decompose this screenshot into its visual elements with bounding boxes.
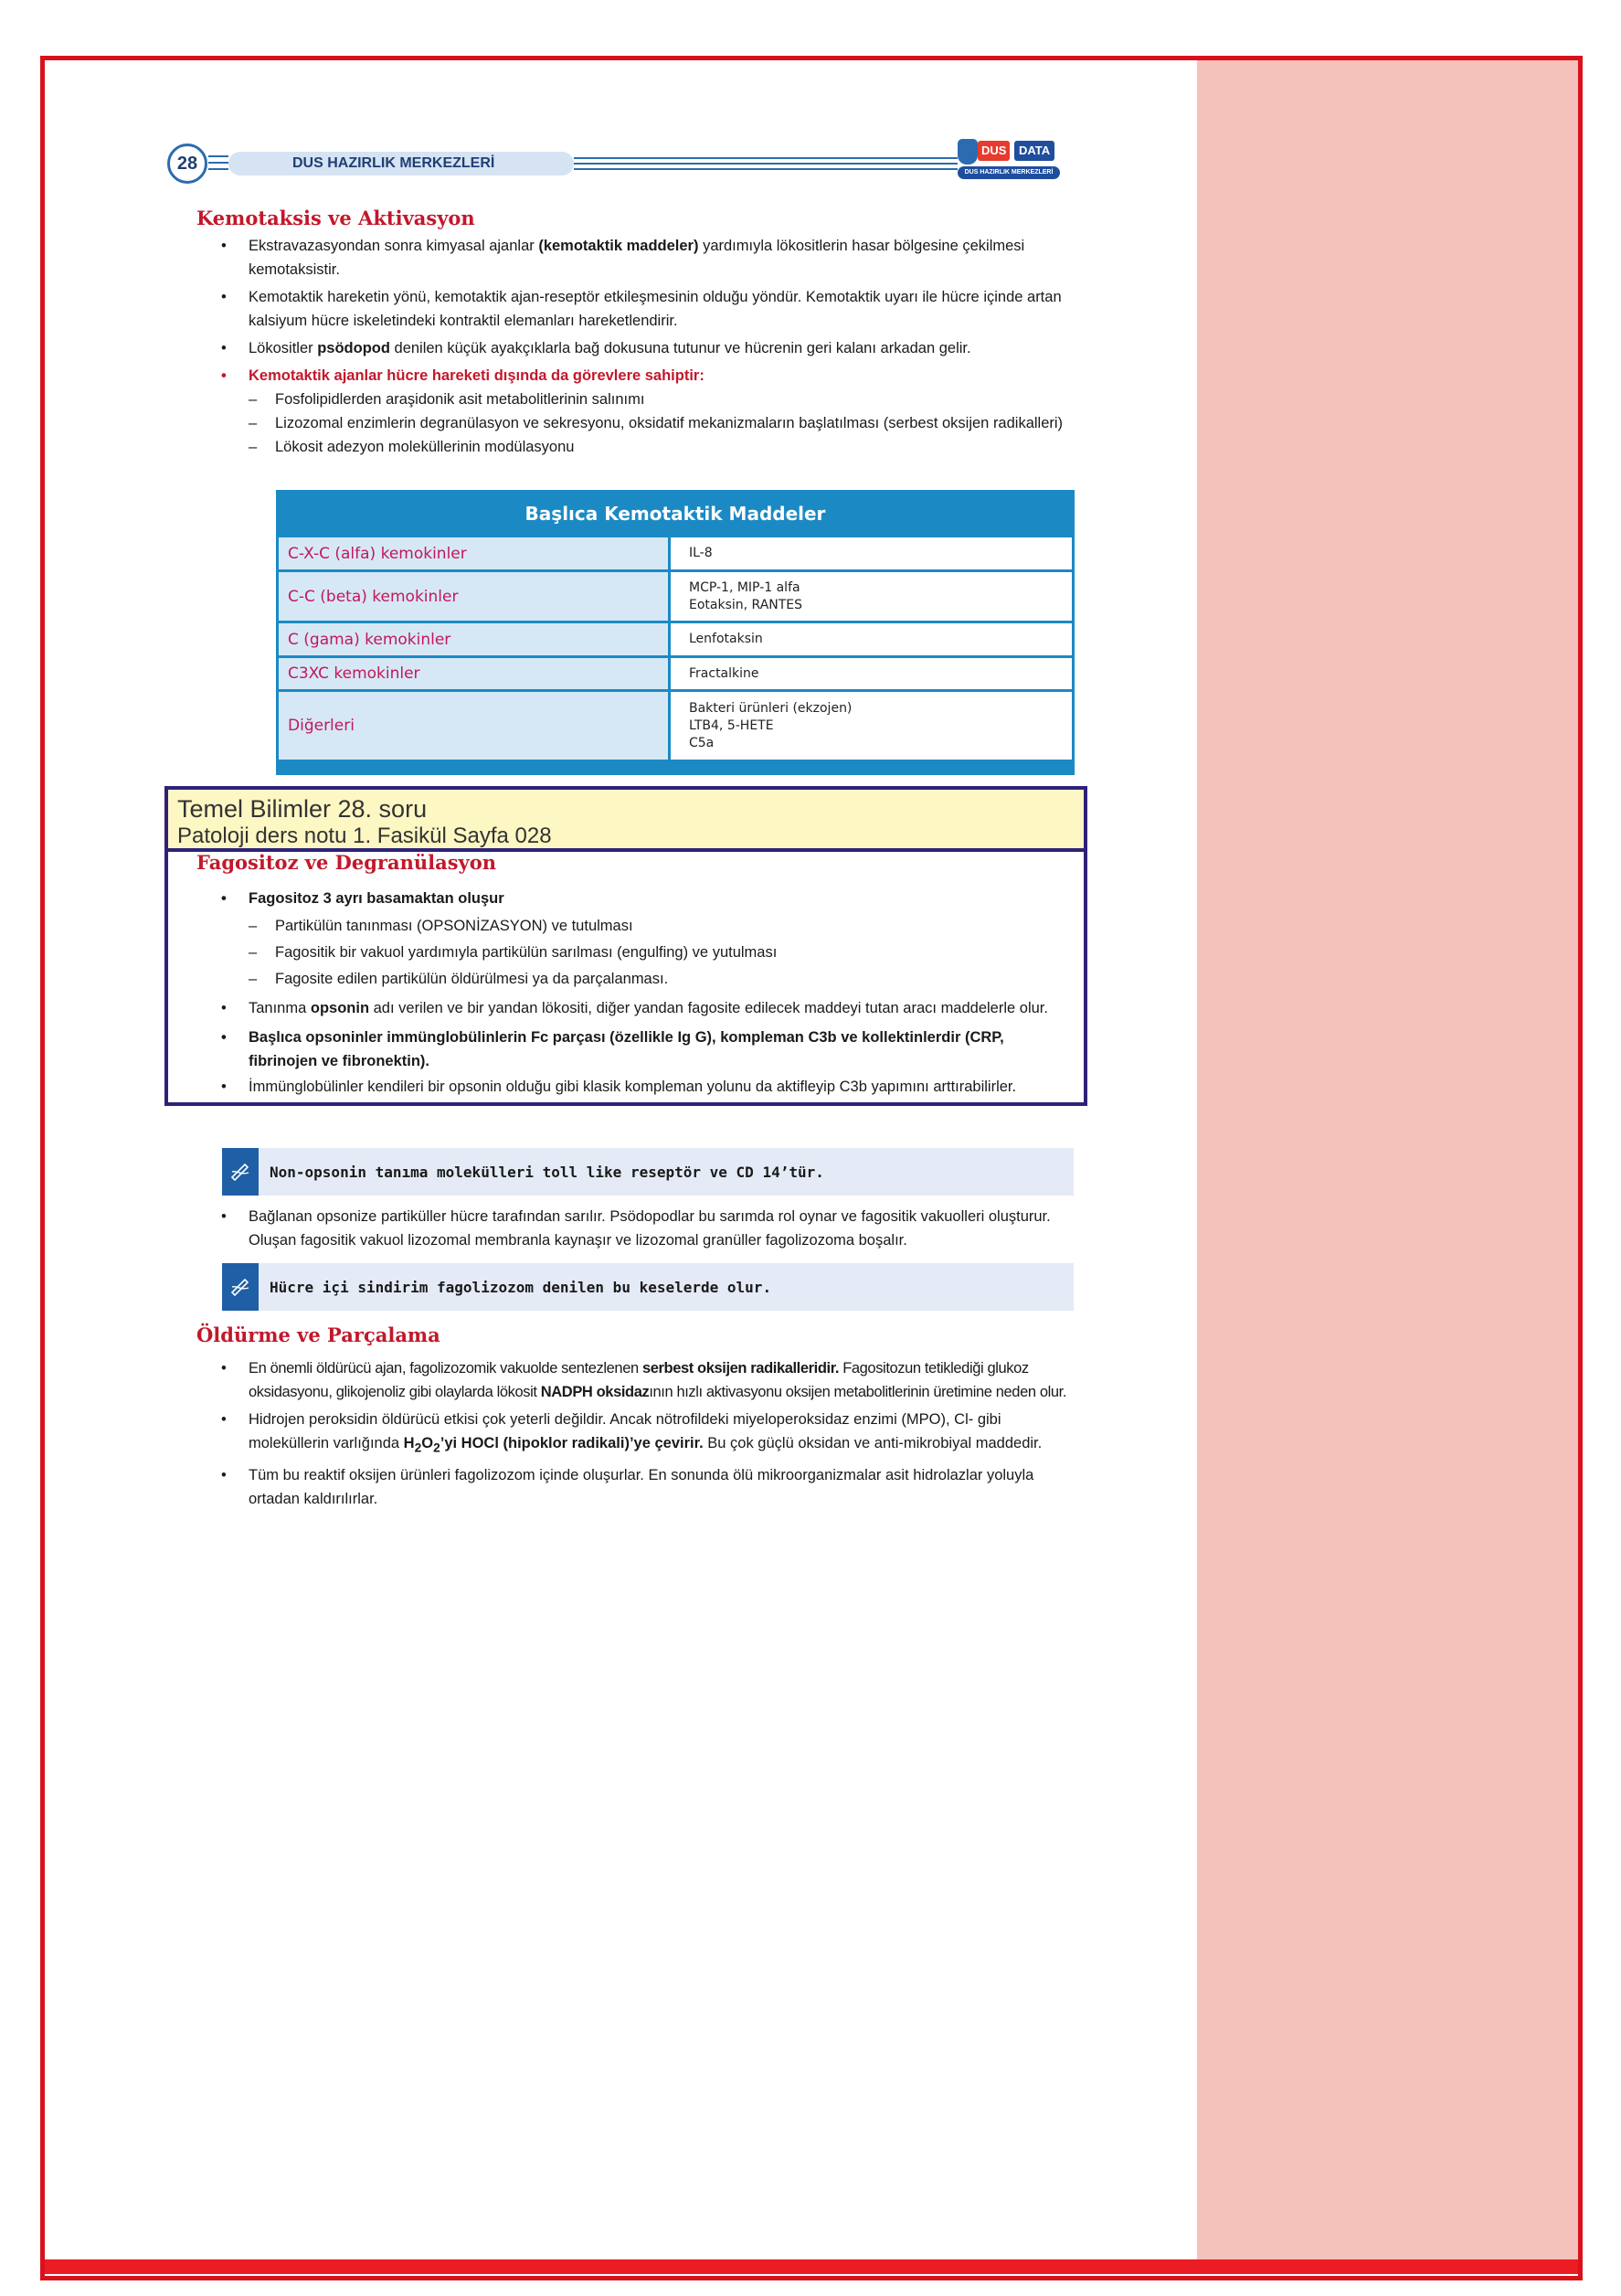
table-cell-value: Lenfotaksin: [671, 623, 1072, 655]
question-reference-title: Temel Bilimler 28. soru: [177, 795, 428, 823]
list-item: • Tanınma opsonin adı verilen ve bir yandan lökositi, diğer yandan fagosite edilecek maddeyi tutan aracı maddelerle olur.: [196, 996, 1074, 1020]
list-item: • En önemli öldürücü ajan, fagolizozomik vakuolde sentezlenen serbest oksijen radikalleridir. Fagositozun tetiklediği glukoz oksidasyonu, glikojenoliz gibi olaylarda lökosit NADPH oksidazının hızlı aktivasyonu oksijen metabolitlerinin üretimine neden olur.: [196, 1356, 1074, 1404]
table-row: [279, 658, 1072, 689]
header-rule-left: [208, 155, 228, 170]
table-cell-value: Fractalkine: [671, 658, 1072, 689]
sub-list-item: – Lizozomal enzimlerin degranülasyon ve sekresyonu, oksidatif mekanizmaların başlatılması (serbest oksijen radikalleri): [196, 411, 1074, 435]
list-item: • Bağlanan opsonize partiküller hücre tarafından sarılır. Psödopodlar bu sarımda rol oynar ve fagositik vakuolleri oluşturur. Oluşan fagositik vakuol lizozomal membranla kaynaşır ve lizozomal granüller fagolizozoma boşalır.: [196, 1205, 1074, 1252]
logo-subtitle: DUS HAZIRLIK MERKEZLERİ: [958, 166, 1060, 179]
sub-list-item: – Partikülün tanınması (OPSONİZASYON) ve tutulması: [196, 914, 1074, 938]
table-cell-name: C3XC kemokinler: [279, 658, 668, 689]
sub-list-item: – Lökosit adezyon moleküllerinin modülasyonu: [196, 435, 1074, 459]
info-note: [222, 1148, 1074, 1196]
list-item: • Tüm bu reaktif oksijen ürünleri fagolizozom içinde oluşurlar. En sonunda ölü mikroorganizmalar asit hidrolazlar yoluyla ortadan kaldırılırlar.: [196, 1463, 1074, 1511]
sub-list-item: – Fosfolipidlerden araşidonik asit metabolitlerinin salınımı: [196, 388, 1074, 411]
logo-data: DATA: [1014, 141, 1054, 161]
list-item: • Hidrojen peroksidin öldürücü etkisi çok yeterli değildir. Ancak nötrofildeki miyeloperoksidaz enzimi (MPO), Cl- gibi moleküllerin varlığında $H_2O_2’yi$ HOCl (hipoklor radikali)’ye çevirir. Bu çok güçlü oksidan ve anti-mikrobiyal maddedir.: [196, 1408, 1074, 1460]
chemotactic-table: [276, 490, 1075, 775]
page-number: 28: [167, 144, 207, 184]
section-body-kemotaksis: [196, 234, 1074, 459]
tooth-icon: [958, 139, 978, 165]
table-cell-value: MCP-1, MIP-1 alfa Eotaksin, RANTES: [671, 572, 1072, 621]
question-reference-subtitle: Patoloji ders notu 1. Fasikül Sayfa 028: [177, 824, 552, 848]
table-title: Başlıca Kemotaktik Maddeler: [524, 503, 826, 525]
table-cell-name: Diğerleri: [279, 692, 668, 760]
section-title-kemotaksis: Kemotaksis ve Aktivasyon: [196, 207, 475, 229]
table-cell-name: C-C (beta) kemokinler: [279, 572, 668, 621]
pen-note-icon: [222, 1148, 259, 1196]
list-item: • İmmünglobülinler kendileri bir opsonin olduğu gibi klasik kompleman yolunu da aktifleyip C3b yapımını arttırabilirler.: [196, 1075, 1074, 1099]
list-item: • Ekstravazasyondan sonra kimyasal ajanlar (kemotaktik maddeler) yardımıyla lökositlerin hasar bölgesine çekilmesi kemotaksistir.: [196, 234, 1074, 282]
section-body-fagositoz-cont: [196, 1205, 1074, 1252]
list-item: • Kemotaktik ajanlar hücre hareketi dışında da görevlere sahiptir:: [196, 364, 1074, 388]
info-note: [222, 1263, 1074, 1311]
table-cell-name: C (gama) kemokinler: [279, 623, 668, 655]
sub-list-item: – Fagosite edilen partikülün öldürülmesi ya da parçalanması.: [196, 967, 1074, 991]
table-row: [279, 572, 1072, 621]
section-body-oldurme: [196, 1356, 1074, 1511]
list-item: • Kemotaktik hareketin yönü, kemotaktik ajan-reseptör etkileşmesinin olduğu yöndür. Kemotaktik uyarı ile hücre içinde artan kalsiyum hücre iskeletindeki kontraktil elemanları hareketlendirir.: [196, 285, 1074, 333]
table-row: [279, 537, 1072, 569]
table-cell-name: C-X-C (alfa) kemokinler: [279, 537, 668, 569]
dusdata-logo: [958, 139, 1065, 188]
bottom-bar: [45, 2259, 1578, 2274]
section-title-fagositoz: Fagositoz ve Degranülasyon: [196, 851, 497, 874]
info-note-text: Non-opsonin tanıma molekülleri toll like reseptör ve CD 14’tür.: [270, 1163, 824, 1181]
logo-dus: DUS: [978, 141, 1010, 161]
list-item: • Lökositler psödopod denilen küçük ayakçıklarla bağ dokusuna tutunur ve hücrenin geri kalanı arkadan gelir.: [196, 336, 1074, 360]
header-banner-title: DUS HAZIRLIK MERKEZLERİ: [228, 152, 574, 175]
side-panel: [1197, 60, 1578, 2271]
table-row: [279, 623, 1072, 655]
table-cell-value: Bakteri ürünleri (ekzojen) LTB4, 5-HETE C5a: [671, 692, 1072, 760]
table-row: [279, 692, 1072, 760]
table-cell-value: IL-8: [671, 537, 1072, 569]
section-title-oldurme: Öldürme ve Parçalama: [196, 1323, 440, 1346]
pen-note-icon: [222, 1263, 259, 1311]
list-item: • Fagositoz 3 ayrı basamaktan oluşur: [196, 887, 1074, 910]
sub-list-item: – Fagositik bir vakuol yardımıyla partikülün sarılması (engulfing) ve yutulması: [196, 941, 1074, 964]
header-rule-right: [574, 157, 958, 170]
question-highlight-frame: [164, 848, 1087, 1106]
list-item: • Başlıca opsoninler immünglobülinlerin Fc parçası (özellikle Ig G), kompleman C3b ve kollektinlerdir (CRP, fibrinojen ve fibronektin).: [196, 1026, 1074, 1073]
info-note-text: Hücre içi sindirim fagolizozom denilen bu keselerde olur.: [270, 1278, 772, 1296]
question-reference-box: [164, 786, 1087, 852]
